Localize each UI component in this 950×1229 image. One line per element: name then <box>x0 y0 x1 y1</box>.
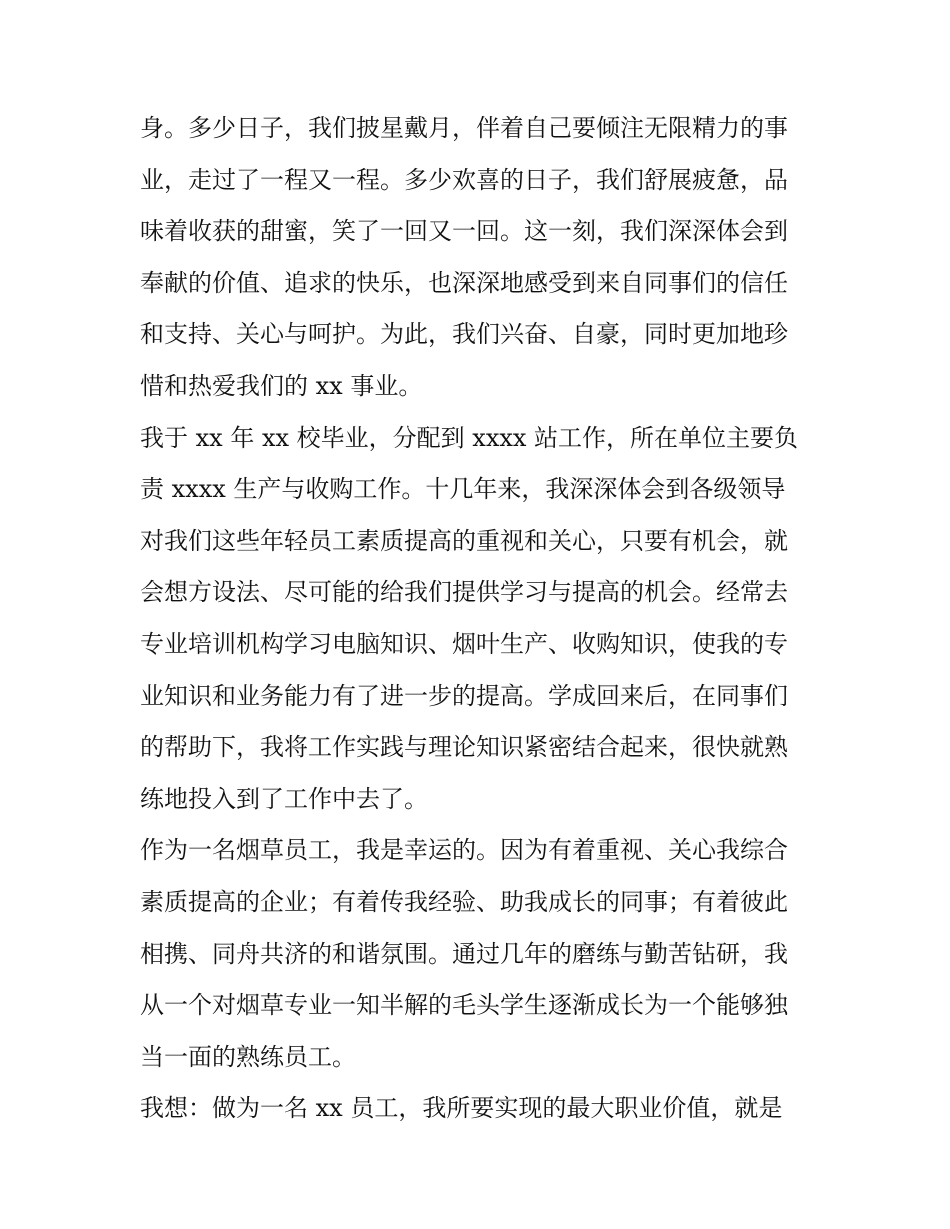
text-line: 相携、同舟共济的和谐氛围。通过几年的磨练与勤苦钻研，我 <box>140 939 788 968</box>
text-line: 我于 xx 年 xx 校毕业，分配到 xxxx 站工作，所在单位主要负 <box>140 423 799 452</box>
text-line: 业，走过了一程又一程。多少欢喜的日子，我们舒展疲惫，品 <box>140 165 788 194</box>
text-line: 身。多少日子，我们披星戴月，伴着自己要倾注无限精力的事 <box>140 114 788 142</box>
text-line: 素质提高的企业；有着传我经验、助我成长的同事；有着彼此 <box>140 887 788 916</box>
text-line: 的帮助下，我将工作实践与理论知识紧密结合起来，很快就熟 <box>140 733 788 762</box>
text-line: 练地投入到了工作中去了。 <box>140 784 428 813</box>
text-line: 从一个对烟草专业一知半解的毛头学生逐渐成长为一个能够独 <box>140 991 788 1020</box>
text-line: 和支持、关心与呵护。为此，我们兴奋、自豪，同时更加地珍 <box>140 320 788 349</box>
text-line: 我想：做为一名 xx 员工，我所要实现的最大职业价值，就是 <box>140 1094 783 1123</box>
text-line: 惜和热爱我们的 xx 事业。 <box>140 371 423 400</box>
text-line: 奉献的价值、追求的快乐，也深深地感受到来自同事们的信任 <box>140 268 788 297</box>
text-line: 对我们这些年轻员工素质提高的重视和关心，只要有机会，就 <box>140 526 788 555</box>
text-line: 作为一名烟草员工，我是幸运的。因为有着重视、关心我综合 <box>140 836 788 865</box>
text-line: 责 xxxx 生产与收购工作。十几年来，我深深体会到各级领导 <box>140 475 786 504</box>
body-text <box>140 103 820 1135</box>
text-line: 专业培训机构学习电脑知识、烟叶生产、收购知识，使我的专 <box>140 629 788 658</box>
text-line: 会想方设法、尽可能的给我们提供学习与提高的机会。经常去 <box>140 578 788 607</box>
text-line: 业知识和业务能力有了进一步的提高。学成回来后，在同事们 <box>140 681 788 710</box>
text-line: 味着收获的甜蜜，笑了一回又一回。这一刻，我们深深体会到 <box>140 217 788 246</box>
text-line: 当一面的熟练员工。 <box>140 1042 356 1071</box>
